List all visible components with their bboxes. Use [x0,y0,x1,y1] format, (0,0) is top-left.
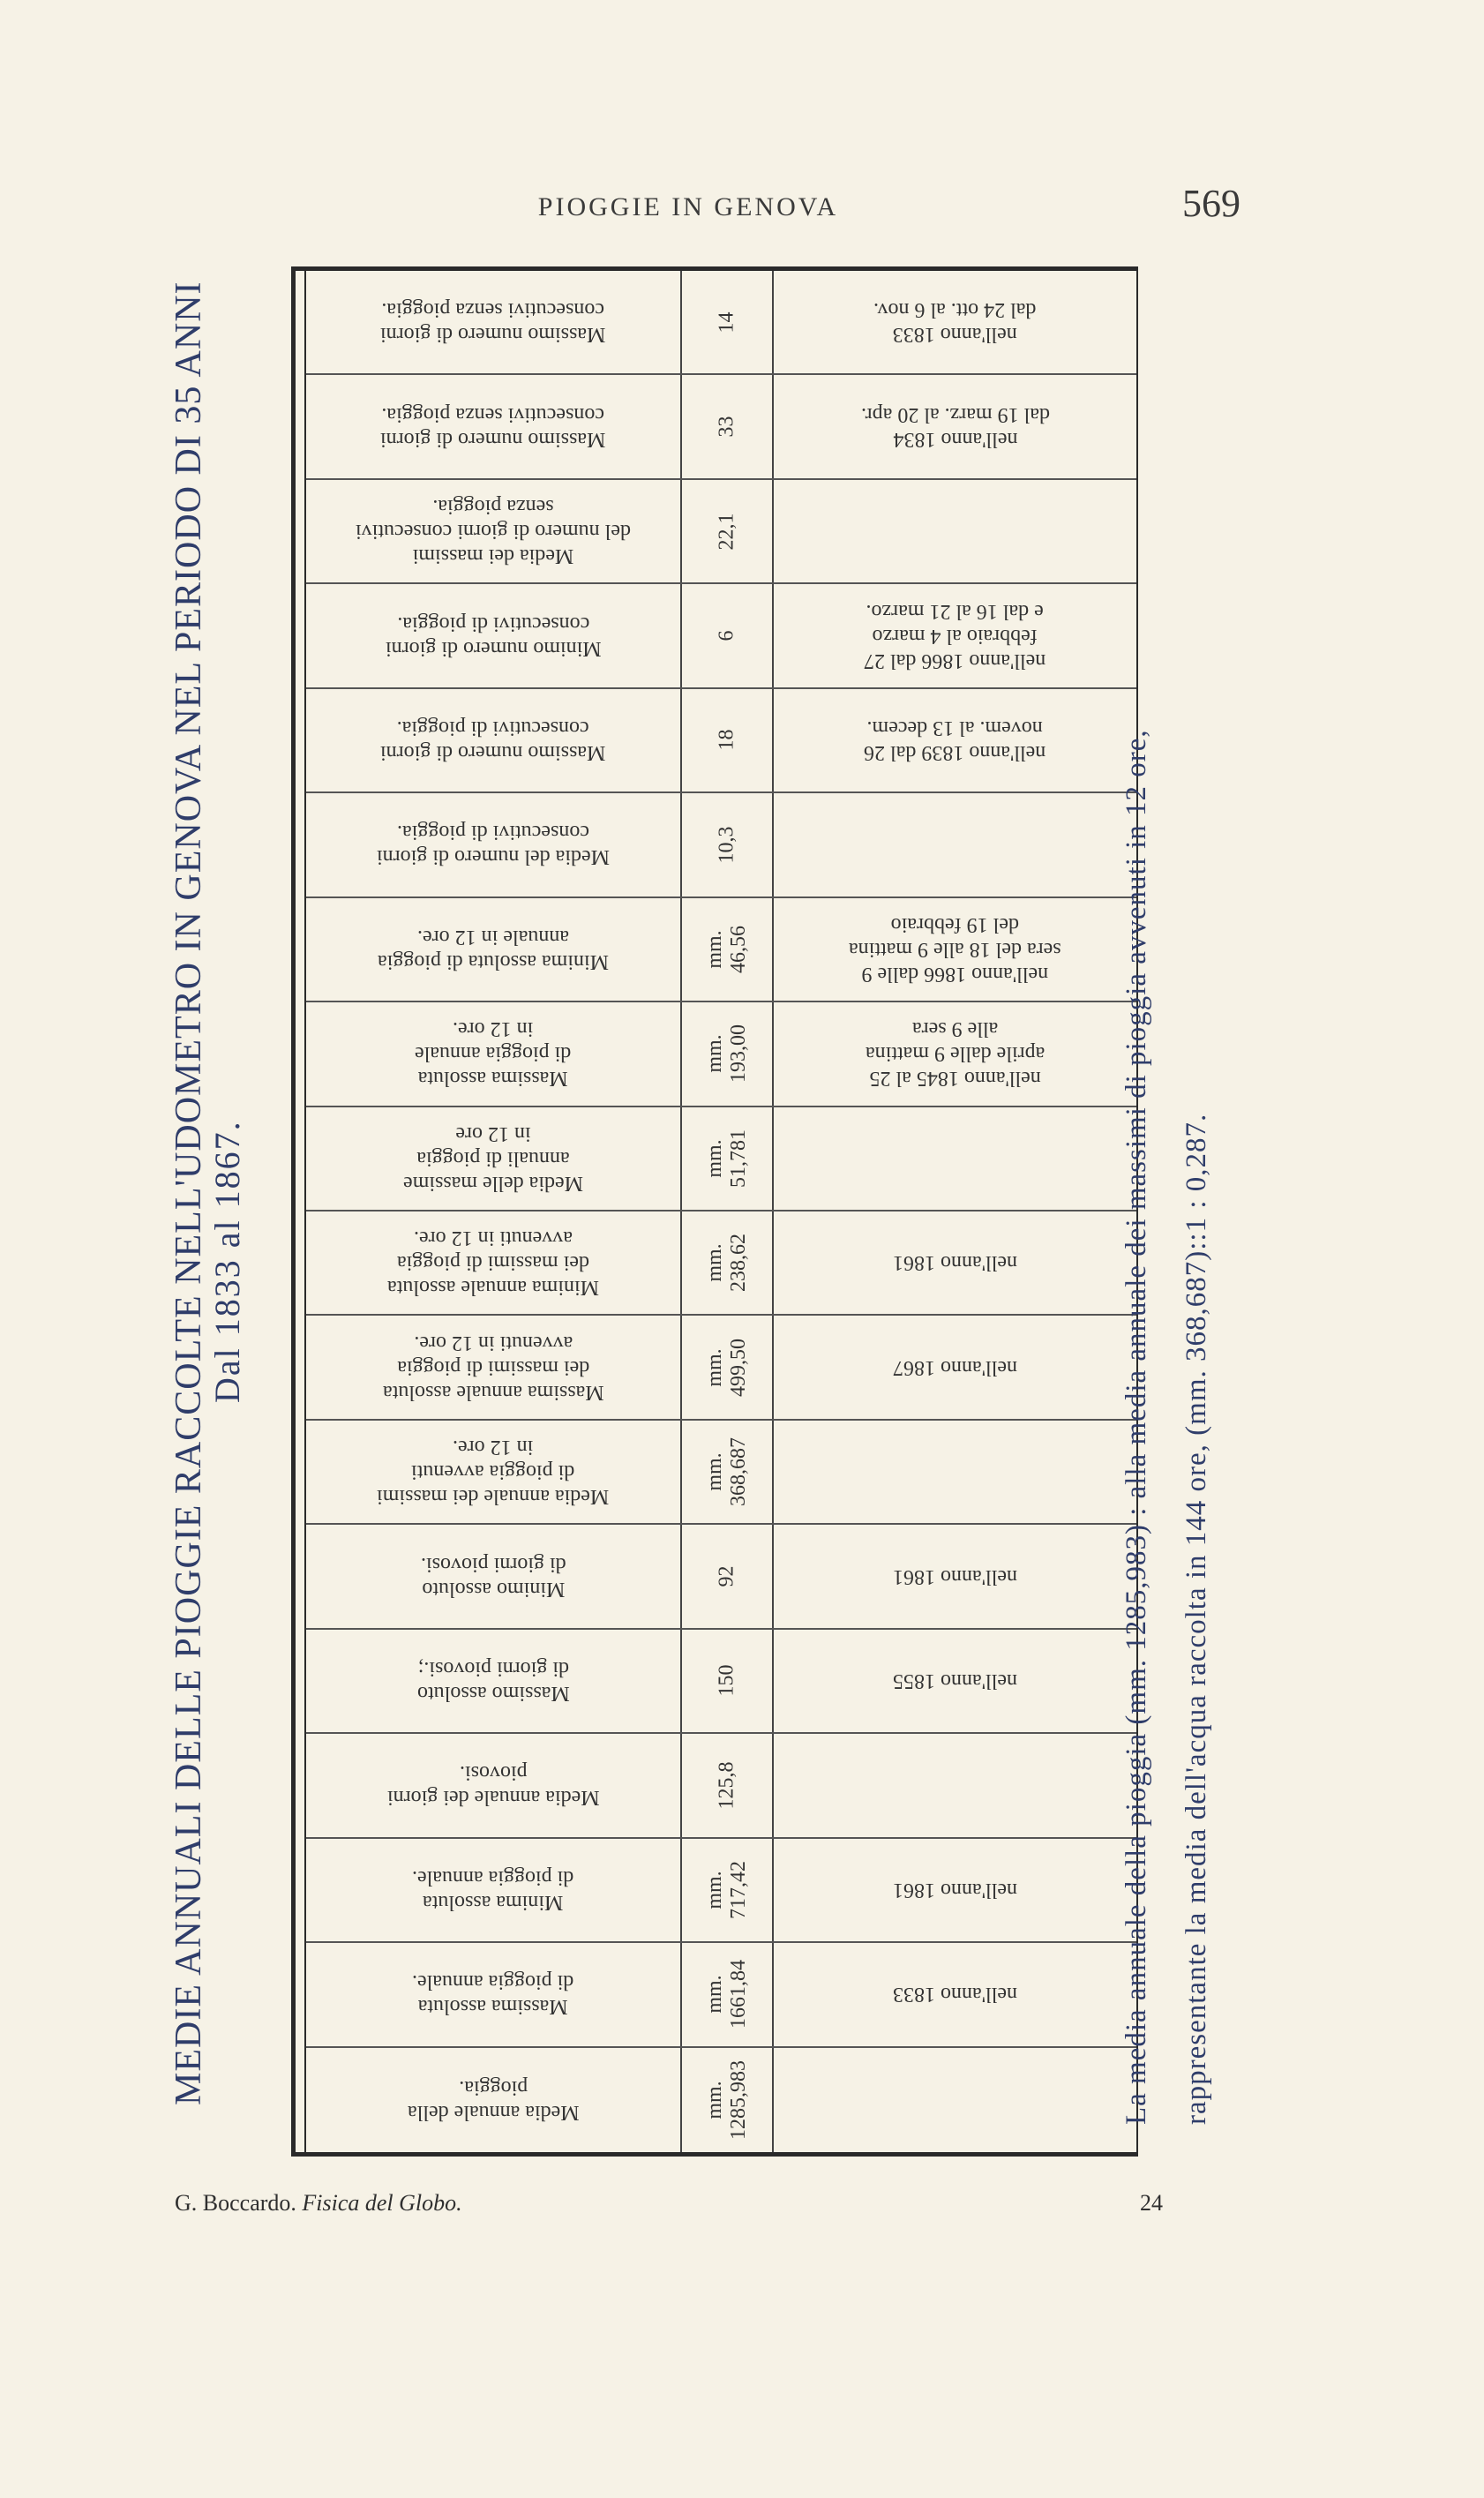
row-date: nell'anno 1866 dal 27 febbraio al 4 marzo e dal 16 al 21 marzo. [864,599,1046,672]
row-value: 18 [715,729,738,751]
value-cell [682,1734,772,1836]
label-cell [306,1630,680,1732]
value-cell [682,1943,772,2045]
value-cell [682,375,772,477]
table-row [306,375,1136,479]
row-label: Media delle massime annuali di pioggia in 12 ore [403,1121,583,1195]
footnote-line-1: La media annuale della pioggia (mm. 1285,983) : alla media annuale dei massimi di pioggia avvenuti in 12 ore, [1120,729,1152,2125]
date-cell [774,1002,1136,1105]
table-row [306,898,1136,1002]
row-label: Minimo numero di giorni consecutivi di pioggia. [385,611,602,660]
label-cell [306,480,680,582]
date-cell [774,1943,1136,2045]
row-label: Media del numero di giorni consecutivi di pioggia. [377,821,610,869]
value-cell [682,1839,772,1941]
table-row [306,1943,1136,2047]
table-row [306,1107,1136,1211]
row-label: Media dei massimi del numero di giorni consecutivi senza pioggia. [356,495,631,568]
row-value: mm. 1661,84 [703,1960,750,2029]
row-label: Massima assoluta di pioggia annuale. [412,1970,574,2019]
row-label: Media annuale dei massimi di pioggia avvenuti in 12 ore. [377,1436,610,1509]
row-value: mm. 46,56 [703,925,750,973]
row-label: Massimo numero di giorni consecutivi senza pioggia. [380,298,606,347]
date-cell [774,1421,1136,1523]
table-row [306,271,1136,375]
row-value: mm. 1285,983 [703,2059,750,2140]
value-cell [682,584,772,686]
row-value: 150 [715,1664,738,1697]
label-cell [306,1107,680,1210]
row-value: 125,8 [715,1761,738,1810]
value-cell [682,1211,772,1314]
table-row [306,1211,1136,1316]
label-cell [306,689,680,791]
row-date: nell'anno 1833 dal 24 ott. al 6 nov. [873,298,1037,347]
row-date: nell'anno 1861 [893,1564,1017,1588]
date-cell [774,1630,1136,1732]
value-cell [682,1316,772,1418]
row-date: nell'anno 1839 dal 26 novem. al 13 decem. [864,716,1046,764]
label-cell [306,1211,680,1314]
label-cell [306,584,680,686]
value-cell [682,2048,772,2152]
data-table [291,266,1138,2157]
row-value: mm. 499,50 [703,1338,750,1397]
date-cell [774,1107,1136,1210]
row-label: Massima assoluta di pioggia annuale in 12 ore. [415,1017,572,1091]
signature-mark: 24 [1140,2190,1163,2216]
table-row [306,793,1136,897]
date-cell [774,793,1136,896]
row-value: mm. 368,687 [703,1437,750,1507]
value-cell [682,898,772,1001]
date-cell [774,271,1136,373]
table-row [306,1316,1136,1420]
label-cell [306,1421,680,1523]
date-cell [774,689,1136,791]
row-label: Massimo assoluto di giorni piovosi.; [416,1656,570,1705]
date-cell [774,1839,1136,1941]
label-cell [306,898,680,1001]
value-cell [682,1630,772,1732]
date-cell [774,1211,1136,1314]
label-cell [306,1316,680,1418]
row-value: 14 [715,311,738,334]
date-cell [774,1316,1136,1418]
table-row [306,689,1136,793]
table-title: MEDIE ANNUALI DELLE PIOGGIE RACCOLTE NELL'UDOMETRO IN GENOVA NEL PERIODO DI 35 ANNI [169,281,209,2105]
date-cell [774,898,1136,1001]
table-row [306,1421,1136,1525]
label-cell [306,271,680,373]
author-name: G. Boccardo. [175,2190,296,2216]
work-title: Fisica del Globo. [302,2190,462,2216]
row-value: 10,3 [715,826,738,864]
row-label: Minima assoluta di pioggia annuale. [412,1865,574,1914]
running-title: PIOGGIE IN GENOVA [537,192,839,221]
table-row [306,1734,1136,1838]
row-date: nell'anno 1861 [893,1251,1017,1275]
label-cell [306,1943,680,2045]
table-row [306,2048,1136,2152]
value-cell [682,1421,772,1523]
row-label: Media annuale della pioggia. [407,2075,580,2124]
label-cell [306,375,680,477]
table-subtitle: Dal 1833 al 1867. [207,1120,247,1403]
row-date: nell'anno 1866 dalle 9 sera del 18 alle 9 mattina del 19 febbraio [849,912,1061,986]
row-date: nell'anno 1834 dal 19 marz. al 20 apr. [860,402,1050,451]
row-label: Massimo numero di giorni consecutivi senza pioggia. [380,402,606,451]
row-date: nell'anno 1833 [893,1983,1017,2007]
row-date: nell'anno 1855 [893,1669,1017,1692]
row-value: 6 [715,630,738,641]
row-value: 92 [715,1565,738,1587]
row-date: nell'anno 1867 [893,1355,1017,1379]
row-value: mm. 193,00 [703,1024,750,1084]
row-date: nell'anno 1845 al 25 aprile dalle 9 mattina alle 9 sera [865,1017,1046,1091]
row-value: 22,1 [715,513,738,551]
page-number: 569 [1182,182,1240,225]
row-date: nell'anno 1861 [893,1878,1017,1902]
row-label: Minima assoluta di pioggia annuale in 12 ore. [378,925,609,973]
table-row [306,1525,1136,1629]
value-cell [682,793,772,896]
row-label: Media annuale dei giorni piovosi. [386,1761,600,1810]
footnote-line-2: rappresentante la media dell'acqua raccolta in 144 ore, (mm. 368,687)::1 : 0,287. [1180,1113,1212,2125]
row-value: mm. 51,781 [703,1129,750,1188]
table-row [306,584,1136,688]
table-row [306,1630,1136,1734]
row-value: 33 [715,416,738,438]
value-cell [682,271,772,373]
date-cell [774,2048,1136,2152]
footer-author [175,2190,462,2217]
value-cell [682,480,772,582]
date-cell [774,1734,1136,1836]
label-cell [306,1525,680,1627]
label-cell [306,1734,680,1836]
date-cell [774,584,1136,686]
row-label: Massima annuale assoluta dei massimi di pioggia avvenuti in 12 ore. [382,1331,604,1404]
row-label: Minima annuale assoluta dei massimi di pioggia avvenuti in 12 ore. [387,1226,599,1300]
date-cell [774,375,1136,477]
label-cell [306,793,680,896]
date-cell [774,480,1136,582]
row-label: Minimo assoluto di giorni piovosi. [420,1552,566,1601]
value-cell [682,1525,772,1627]
row-label: Massimo numero di giorni consecutivi di pioggia. [380,716,606,764]
table-row [306,480,1136,584]
value-cell [682,1107,772,1210]
table-row [306,1839,1136,1943]
label-cell [306,2048,680,2152]
row-value: mm. 717,42 [703,1860,750,1919]
table-row [306,1002,1136,1106]
row-value: mm. 238,62 [703,1234,750,1293]
date-cell [774,1525,1136,1627]
value-cell [682,689,772,791]
label-cell [306,1002,680,1105]
label-cell [306,1839,680,1941]
value-cell [682,1002,772,1105]
